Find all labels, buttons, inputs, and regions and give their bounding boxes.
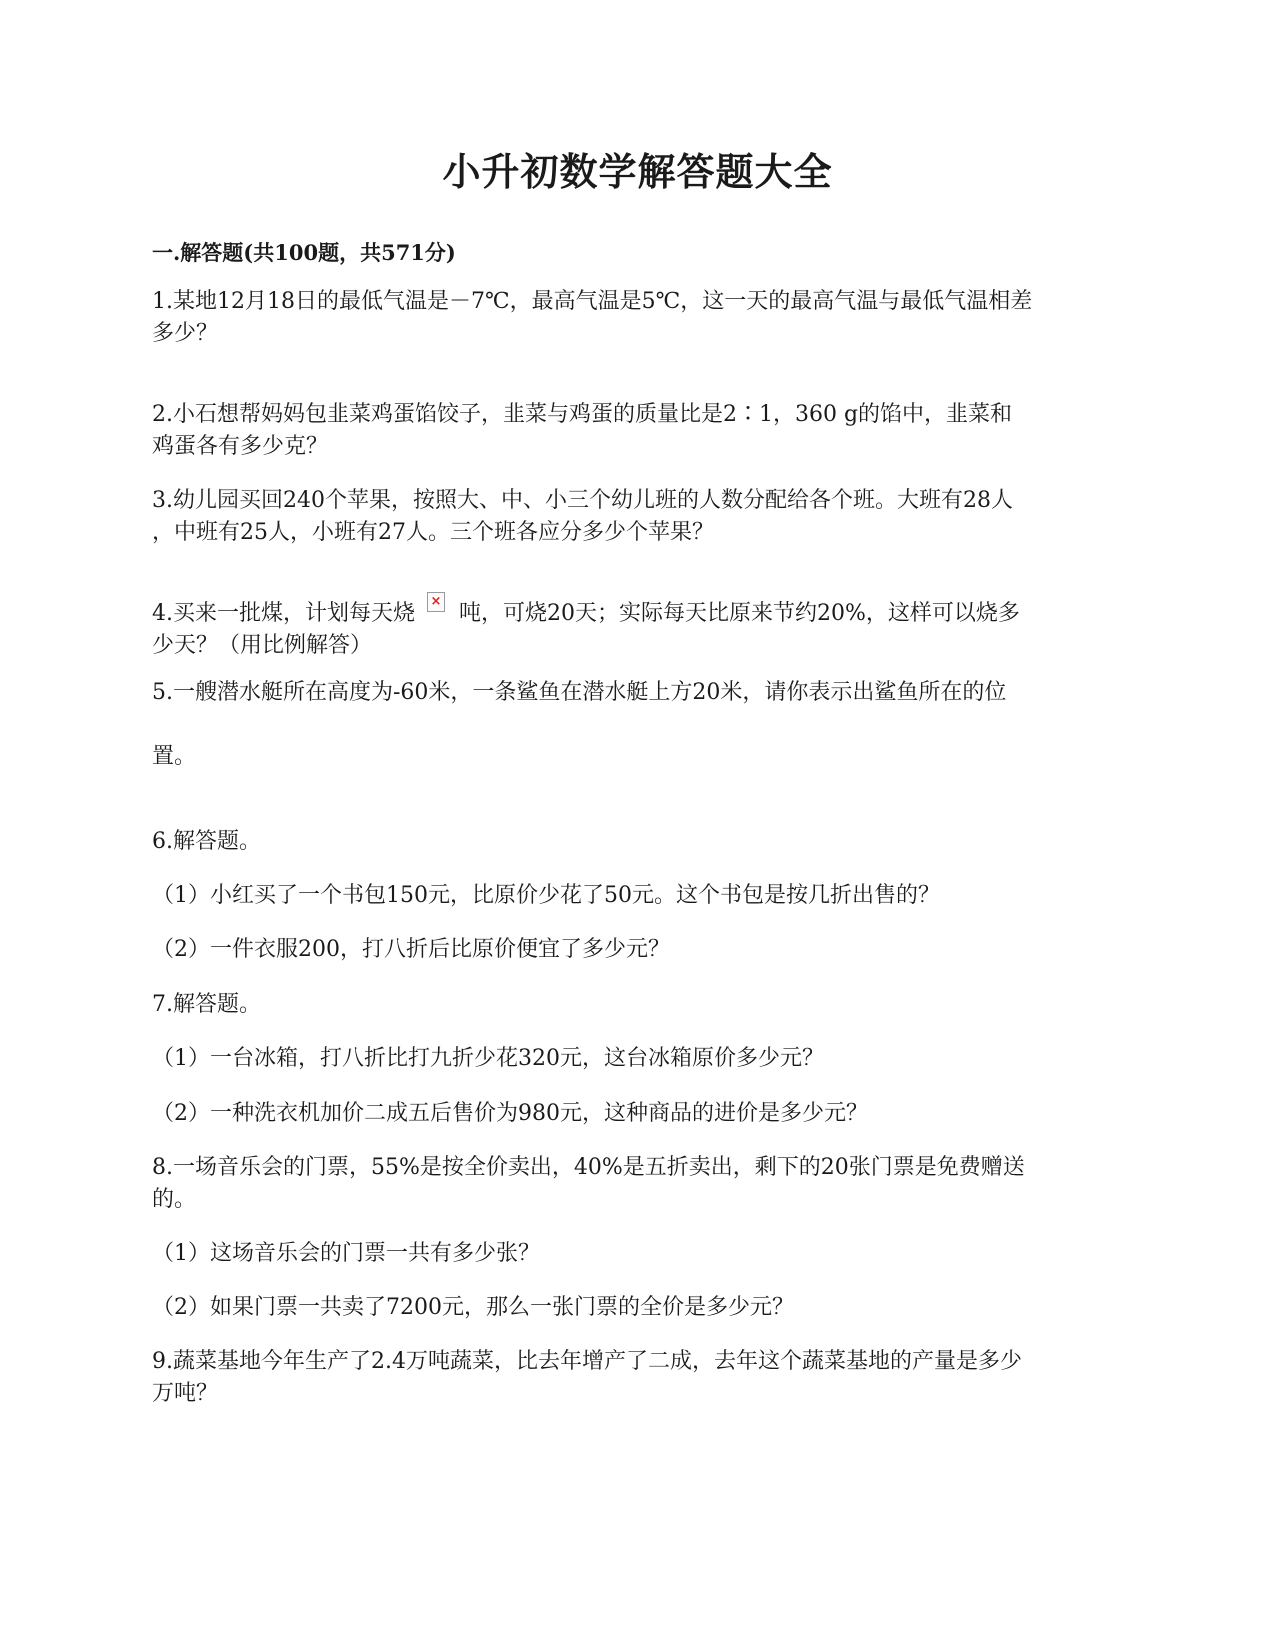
page-title: 小升初数学解答题大全 [442, 149, 833, 194]
question-3-line-1: 3.幼儿园买回240个苹果，按照大、中、小三个幼儿班的人数分配给各个班。大班有28人 [152, 488, 1013, 513]
question-3-line-2: ，中班有25人，小班有27人。三个班各应分多少个苹果？ [152, 520, 714, 545]
question-6-heading: 6.解答题。 [152, 829, 261, 854]
question-2 [152, 399, 1132, 463]
question-3 [152, 485, 1132, 549]
question-4-line-2: 少天？（用比例解答） [152, 633, 373, 658]
question-9-line-1: 9.蔬菜基地今年生产了2.4万吨蔬菜，比去年增产了二成，去年这个蔬菜基地的产量是多少 [152, 1349, 1022, 1374]
question-5-line-2: 置。 [152, 744, 197, 769]
question-8-sub-2: （2）如果门票一共卖了7200元，那么一张门票的全价是多少元？ [152, 1295, 794, 1320]
question-8-line-2: 的。 [152, 1187, 197, 1212]
question-7-heading: 7.解答题。 [152, 992, 261, 1017]
question-9-line-2: 万吨？ [152, 1381, 219, 1406]
question-8-line-1: 8.一场音乐会的门票，55%是按全价卖出，40%是五折卖出，剩下的20张门票是免费赠送 [152, 1155, 1025, 1180]
question-1 [152, 286, 1132, 350]
broken-image-x: × [430, 594, 442, 609]
question-8-sub-1: （1）这场音乐会的门票一共有多少张？ [152, 1241, 540, 1266]
question-5-continued [152, 741, 1132, 773]
question-5 [152, 677, 1132, 709]
question-6-sub-1: （1）小红买了一个书包150元，比原价少花了50元。这个书包是按几折出售的？ [152, 883, 940, 908]
question-4-line-1 [152, 592, 1132, 630]
question-1-line-2: 多少？ [152, 321, 219, 346]
question-1-line-1: 1.某地12月18日的最低气温是－7℃，最高气温是5℃，这一天的最高气温与最低气温相差 [152, 289, 1033, 314]
question-7-sub-1: （1）一台冰箱，打八折比打九折少花320元，这台冰箱原价多少元？ [152, 1046, 824, 1071]
question-4 [152, 592, 1132, 662]
broken-image-icon [427, 592, 445, 612]
question-4-part-1: 4.买来一批煤，计划每天烧 [152, 601, 415, 626]
question-4-part-2: 吨，可烧20天；实际每天比原来节约20%，这样可以烧多 [459, 601, 1020, 626]
question-9 [152, 1346, 1132, 1410]
question-6-sub-2: （2）一件衣服200，打八折后比原价便宜了多少元？ [152, 937, 670, 962]
question-7-sub-2: （2）一种洗衣机加价二成五后售价为980元，这种商品的进价是多少元？ [152, 1101, 868, 1126]
question-2-line-1: 2.小石想帮妈妈包韭菜鸡蛋馅饺子，韭菜与鸡蛋的质量比是2∶1，360 g的馅中，韭菜和 [152, 402, 1013, 427]
question-2-line-2: 鸡蛋各有多少克？ [152, 434, 329, 459]
question-5-line-1: 5.一艘潜水艇所在高度为-60米，一条鲨鱼在潜水艇上方20米，请你表示出鲨鱼所在的位 [152, 680, 1007, 705]
question-8 [152, 1152, 1132, 1216]
section-heading: 一.解答题(共100题，共571分) [152, 240, 456, 265]
